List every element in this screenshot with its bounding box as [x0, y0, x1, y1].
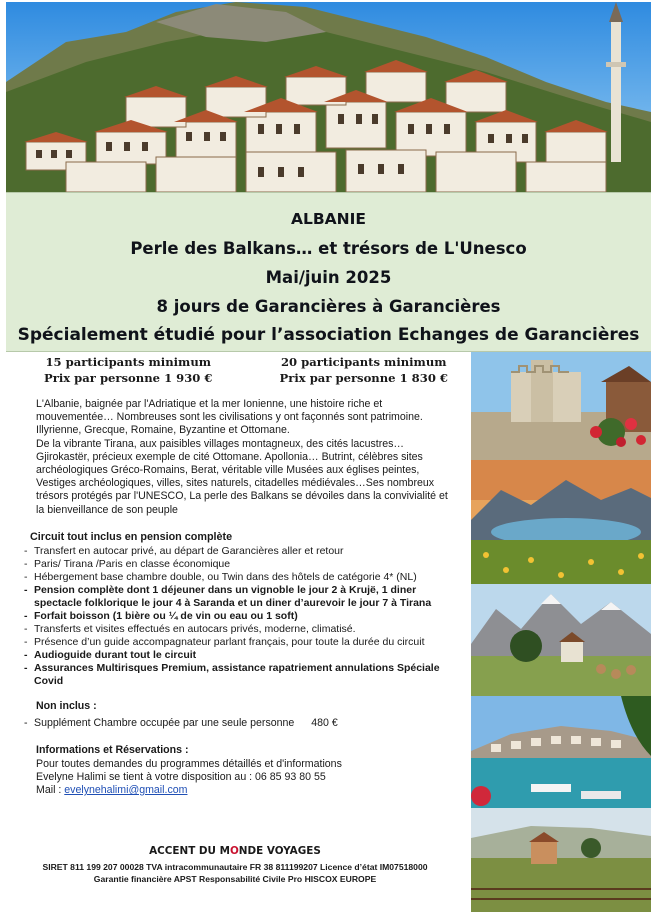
hero-photo-berat: [6, 2, 651, 192]
agency-name-accent-letter: O: [229, 845, 239, 857]
trip-duration: 8 jours de Garancières à Garancières: [156, 297, 501, 316]
not-included-section: [24, 700, 464, 730]
intro-paragraph: L'Albanie, baignée par l'Adriatique et la mer Ionienne, une histoire riche et mouvementée… Nombreuses sont les civilisations y ont façonnés sont patrimoine. Illyrienne, Grecque, Romaine, Byzantine et Ottomane.: [36, 398, 423, 437]
list-item: - Présence d’un guide accompagnateur parlant français, pour toute la durée du circuit: [24, 636, 464, 649]
list-item: - Assurances Multirisques Premium, assistance rapatriement annulations Spéciale Covid: [24, 662, 464, 688]
not-included-title: Non inclus :: [36, 700, 97, 713]
contact-line: Pour toutes demandes du programmes détaillés et d'informations: [36, 757, 342, 770]
photo-coastal-bay: [471, 696, 651, 808]
legal-line: SIRET 811 199 207 00028 TVA intracommunautaire FR 38 811199207 Licence d’état IM07518000: [42, 862, 428, 872]
trip-subtitle: Perle des Balkans… et trésors de L'Unesco: [130, 239, 527, 258]
participants-min: 15 participants minimum: [45, 355, 212, 369]
participants-min: 20 participants minimum: [280, 355, 447, 369]
list-item: - Paris/ Tirana /Paris en classe économique: [24, 558, 464, 571]
photo-castle-flowers: [471, 352, 651, 460]
intro-paragraph: De la vibrante Tirana, aux paisibles villages montagneux, des cités lacustres… Gjirokastër, précieux exemple de cité Ottomane. Apollonia… Butrint, célèbres sites archéologiques Gréco-Romains, Berat, véritable ville Musées aux églises peintes, Vestiges archéologiques, villes, sites naturels, citadelles médiévales…Ses nombreux trésors protégés par l'UNESCO, La perle des Balkans se dévoiles dans la convivialité et la bienveillance de son peuple: [36, 437, 448, 516]
photo-mountain-village: [471, 584, 651, 696]
list-item: - Audioguide durant tout le circuit: [24, 649, 464, 662]
list-item: - Transferts et visites effectués en autocars privés, moderne, climatisé.: [24, 623, 464, 636]
supplement-price: 480 €: [311, 717, 338, 730]
list-item: - Transfert en autocar privé, au départ de Garancières aller et retour: [24, 545, 464, 558]
not-included-item: [24, 717, 464, 730]
footer: [0, 845, 470, 885]
supplement-label: Supplément Chambre occupée par une seule personne: [34, 717, 295, 730]
included-list: [24, 545, 464, 688]
email-link[interactable]: evelynehalimi@gmail.com: [64, 784, 188, 797]
pricing-option: [44, 354, 212, 386]
mail-label: Mail :: [36, 784, 62, 797]
agency-name-part: NDE VOYAGES: [238, 845, 321, 857]
list-item: - Hébergement base chambre double, ou Twin dans des hôtels de catégorie 4* (NL): [24, 571, 464, 584]
title-banner: [6, 192, 651, 352]
trip-dedication: Spécialement étudié pour l’association Echanges de Garancières: [17, 325, 640, 345]
pricing-option: [280, 354, 448, 386]
agency-name-part: ACCENT DU M: [149, 845, 230, 857]
country-title: ALBANIE: [290, 210, 366, 228]
contact-line: Evelyne Halimi se tient à votre disposition au : 06 85 93 80 55: [36, 770, 326, 783]
legal-line: Garantie financière APST Responsabilité Civile Pro HISCOX EUROPE: [93, 874, 377, 884]
contact-section: [24, 744, 464, 797]
contact-title: Informations et Réservations :: [36, 744, 189, 757]
contact-mail-row: [36, 784, 464, 797]
pricing-row: [24, 354, 464, 386]
included-title: Circuit tout inclus en pension complète: [30, 530, 233, 543]
list-item: - Forfait boisson (1 bière ou ¼ de vin ou eau ou 1 soft): [24, 610, 464, 623]
list-item: - Pension complète dont 1 déjeuner dans un vignoble le jour 2 à Krujë, 1 diner spectacle folklorique le jour 4 à Saranda et un diner d’aurevoir le jour 7 à Tirana: [24, 584, 464, 610]
price-per-person: Prix par personne 1 930 €: [44, 371, 213, 385]
photo-hill-monastery: [471, 808, 651, 912]
main-content: [24, 354, 464, 797]
photo-lake-mountains: [471, 460, 651, 584]
agency-name: [0, 845, 470, 857]
trip-dates: Mai/juin 2025: [265, 268, 392, 287]
price-per-person: Prix par personne 1 830 €: [279, 371, 448, 385]
hero-illustration: [6, 2, 651, 192]
intro-text: [24, 398, 464, 517]
